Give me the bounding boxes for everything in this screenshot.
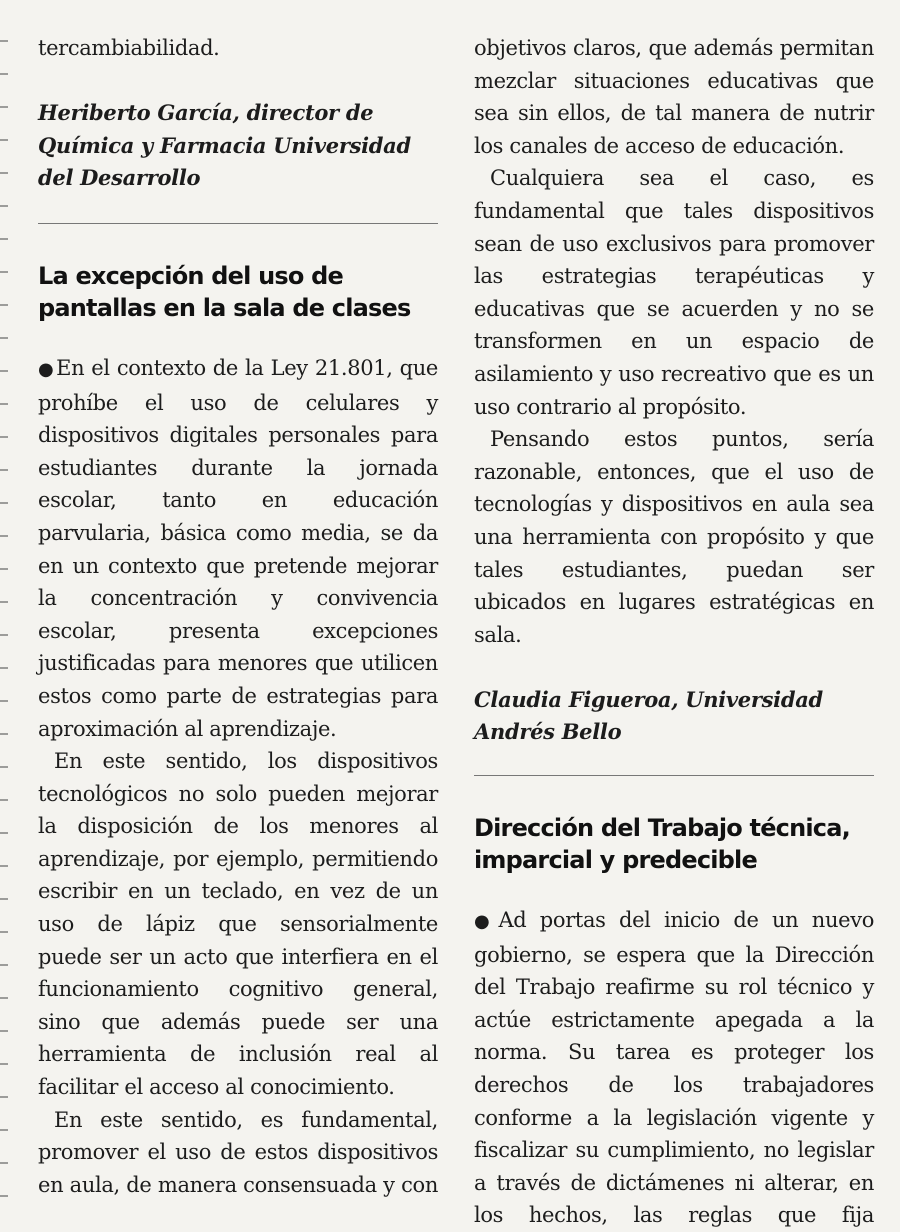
right-column (474, 32, 874, 1232)
byline-line: Claudia Figueroa, Universidad (474, 686, 823, 712)
byline-line: Andrés Bello (474, 719, 622, 745)
article-paragraph: En este sentido, es fundamental, promover el uso de estos dispositivos en aula, de manera consensuada y con (38, 1107, 438, 1197)
continuation-text: tercambiabilidad. (38, 36, 220, 60)
headline-line: Dirección del Trabajo técnica, (474, 814, 850, 843)
bullet-icon: ● (38, 358, 55, 380)
paragraph-text: En el contexto de la Ley 21.801, que prohíbe el uso de celulares y dispositivos digitales personales para estudiantes durante la jornada escolar, tanto en educación parvularia, básica como media, se da en un contexto que pretende mejorar la concentración y convivencia escolar, presenta excepciones justificadas para menores que utilicen estos como parte de estrategias para aproximación al aprendizaje. (38, 355, 438, 741)
byline-claudia-figueroa (474, 684, 874, 749)
headline-line: imparcial y predecible (474, 846, 757, 875)
article-paragraph (474, 904, 874, 1232)
page-edge-marks (0, 40, 8, 1220)
left-column (38, 32, 438, 1201)
article-headline (474, 812, 874, 876)
article-headline (38, 260, 438, 324)
article-paragraph (38, 352, 438, 745)
article-paragraph-continued: objetivos claros, que además permitan mezclar situaciones educativas que sea sin ellos, de tal manera de nutrir los canales de acceso de educación. (474, 36, 874, 158)
byline-heriberto-garcia (38, 97, 438, 195)
byline-line: del Desarrollo (38, 165, 201, 191)
article-paragraph: Pensando estos puntos, sería razonable, entonces, que el uso de tecnologías y dispositivos en aula sea una herramienta con propósito y que tales estudiantes, puedan ser ubicados en lugares estratégicas en sala. (474, 427, 874, 647)
headline-line: pantallas en la sala de clases (38, 293, 411, 322)
byline-line: Química y Farmacia Universidad (38, 132, 411, 158)
article-paragraph: Cualquiera sea el caso, es fundamental que tales dispositivos sean de uso exclusivos para promover las estrategias terapéuticas y educativas que se acuerden y no se transformen en un espacio de asilamiento y uso recreativo que es un uso contrario al propósito. (474, 166, 874, 419)
headline-line: La excepción del uso de (38, 261, 343, 290)
article-paragraph: En este sentido, los dispositivos tecnológicos no solo pueden mejorar la disposición de los menores al aprendizaje, por ejemplo, permitiendo escribir en un teclado, en vez de un uso de lápiz que sensorialmente puede ser un acto que interfiera en el funcionamiento cognitivo general, sino que además puede ser una herramienta de inclusión real al facilitar el acceso al conocimiento. (38, 749, 438, 1100)
byline-line: Heriberto García, director de (38, 100, 374, 126)
paragraph-text: Ad portas del inicio de un nuevo gobierno, se espera que la Dirección del Trabajo reafirme su rol técnico y actúe estrictamente apegada a la norma. Su tarea es proteger los derechos de los trabajadores conforme a la legislación vigente y fiscalizar su cumplimiento, no legislar a través de dictámenes ni alterar, en los hechos, las reglas que fija (474, 908, 875, 1228)
bullet-icon: ● (474, 911, 497, 933)
